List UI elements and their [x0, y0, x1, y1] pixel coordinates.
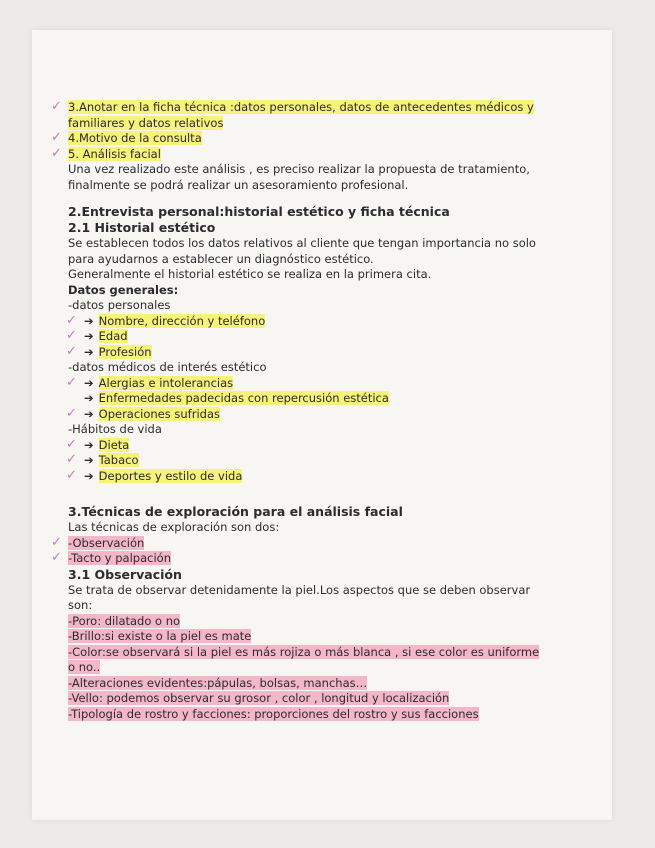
item-analisis-facial	[51, 145, 548, 163]
arrow-icon: ➔	[84, 344, 94, 359]
check-icon: ✓	[66, 436, 77, 452]
item-text: 5. Análisis facial	[68, 146, 161, 161]
arrow-icon: ➔	[84, 375, 94, 390]
arrow-icon: ➔	[84, 453, 94, 467]
check-icon: ✓	[66, 405, 77, 421]
list-item-text: Deportes y estilo de vida	[98, 468, 243, 483]
check-icon: ✓	[66, 343, 77, 359]
item-text: 3.Anotar en la ficha técnica :datos personales, datos de antecedentes médicos y familiares y datos relativos	[68, 100, 534, 130]
arrow-icon: ➔	[84, 329, 94, 343]
check-icon: ✓	[66, 467, 77, 483]
list-item-text: Enfermedades padecidas con repercusión estética	[98, 391, 389, 405]
list-item-text: Operaciones sufridas	[98, 406, 220, 421]
list-item	[68, 391, 548, 407]
technique-text: -Tacto y palpación	[68, 551, 171, 565]
list-item-text: Nombre, dirección y teléfono	[98, 313, 266, 328]
aspect-text: -Alteraciones evidentes:pápulas, bolsas, manchas…	[68, 675, 368, 690]
list-item	[68, 329, 548, 345]
section-3-1-title: 3.1 Observación	[68, 566, 182, 582]
list-item-text: Alergias e intolerancias	[98, 375, 234, 390]
aspect-item	[68, 676, 548, 692]
list-item-text: Dieta	[98, 437, 130, 452]
group-datos-medicos: -datos médicos de interés estético	[68, 360, 267, 374]
check-icon: ✓	[66, 312, 77, 328]
check-icon: ✓	[66, 374, 77, 390]
check-icon: ✓	[66, 328, 77, 343]
aspect-item	[68, 645, 548, 676]
item-text: 4.Motivo de la consulta	[68, 131, 202, 145]
aspect-item	[68, 629, 548, 645]
section-3-paragraph: Se trata de observar detenidamente la piel.Los aspectos que se deben observar son:	[68, 582, 531, 612]
list-item	[68, 376, 548, 392]
list-item	[68, 469, 548, 485]
arrow-icon: ➔	[84, 406, 94, 421]
aspect-text: -Color:se observará si la piel es más rojiza o más blanca , si ese color es uniforme o no..	[68, 644, 540, 674]
check-icon: ✓	[66, 452, 77, 467]
section-2-1-title: 2.1 Historial estético	[68, 220, 216, 235]
section-3-title: 3.Técnicas de exploración para el análisis facial	[68, 504, 403, 519]
list-item-text: Edad	[98, 329, 128, 343]
group-habitos-vida: -Hábitos de vida	[68, 422, 162, 436]
aspect-text: -Tipología de rostro y facciones: proporciones del rostro y sus facciones	[68, 706, 479, 721]
list-item-text: Tabaco	[98, 453, 139, 467]
aspect-text: -Vello: podemos observar su grosor , color , longitud y localización	[68, 691, 450, 705]
list-item	[68, 345, 548, 361]
list-item	[68, 438, 548, 454]
check-icon: ✓	[51, 534, 62, 550]
section-2-paragraph: Se establecen todos los datos relativos al cliente que tengan importancia no solo para ayudarnos a establecer un diagnóstico estético.	[68, 236, 536, 266]
section-2-paragraph-2: Generalmente el historial estético se realiza en la primera cita.	[68, 267, 432, 281]
arrow-icon: ➔	[84, 437, 94, 452]
aspect-text: -Brillo:si existe o la piel es mate	[68, 629, 252, 643]
arrow-icon: ➔	[84, 468, 94, 483]
technique-item	[51, 550, 548, 567]
technique-item	[51, 534, 548, 552]
paragraph-analisis: Una vez realizado este análisis , es preciso realizar la propuesta de tratamiento, finalmente se podrá realizar un asesoramiento profesional.	[68, 162, 530, 192]
item-ficha-tecnica	[51, 99, 548, 131]
section-2-title: 2.Entrevista personal:historial estético y ficha técnica	[68, 204, 450, 219]
aspect-text: -Poro: dilatado o no	[68, 613, 181, 628]
check-icon: ✓	[51, 130, 62, 145]
group-datos-personales: -datos personales	[68, 298, 171, 312]
document-content	[51, 99, 548, 722]
technique-text: -Observación	[68, 535, 145, 550]
list-item	[68, 453, 548, 469]
aspect-item	[68, 614, 548, 630]
list-item	[68, 407, 548, 423]
datos-generales-title: Datos generales:	[68, 282, 179, 297]
section-3-intro: Las técnicas de exploración son dos:	[68, 520, 280, 534]
list-item	[68, 314, 548, 330]
check-icon: ✓	[51, 99, 62, 114]
check-icon: ✓	[51, 145, 62, 161]
item-motivo-consulta	[51, 130, 548, 147]
aspect-item	[68, 707, 548, 723]
arrow-icon: ➔	[84, 313, 94, 328]
check-icon: ✓	[51, 550, 62, 565]
list-item-text: Profesión	[98, 344, 152, 359]
aspect-item	[68, 691, 548, 707]
arrow-icon: ➔	[84, 391, 94, 405]
